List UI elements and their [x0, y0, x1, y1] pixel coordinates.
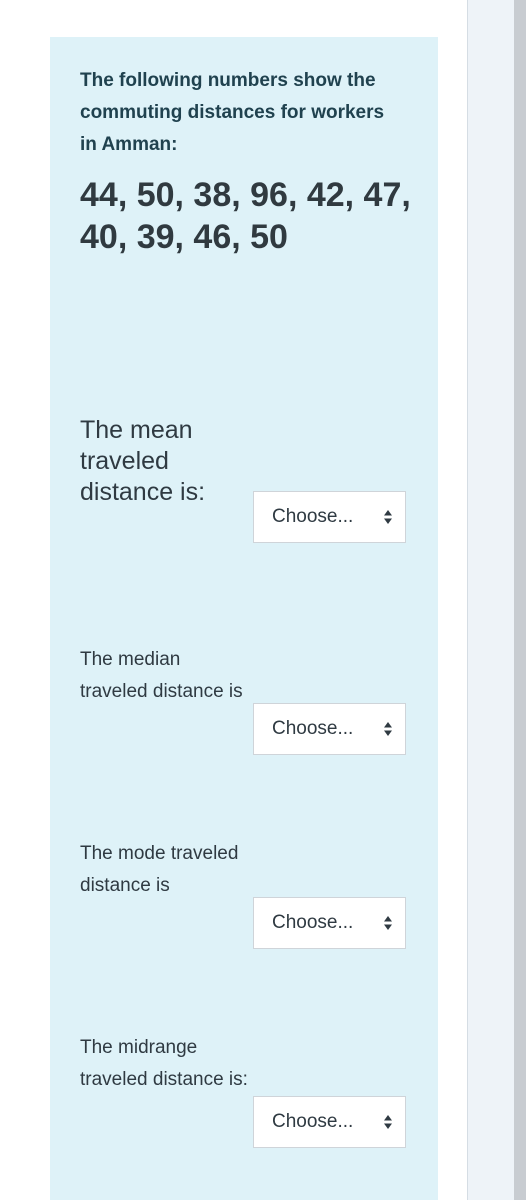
midrange-select-value: Choose... — [272, 1111, 354, 1132]
question-panel — [50, 37, 438, 1200]
midrange-select[interactable] — [253, 1096, 406, 1148]
select-arrows-icon — [383, 1114, 393, 1130]
question-intro: The following numbers show the commuting distances for workers in Amman: — [80, 70, 385, 155]
median-select-value: Choose... — [272, 718, 354, 739]
select-arrows-icon — [383, 915, 393, 931]
select-arrows-icon — [383, 721, 393, 737]
mode-label: The mode traveled distance is — [80, 843, 239, 896]
mean-select[interactable] — [253, 491, 406, 543]
mean-label: The mean traveled distance is: — [80, 416, 206, 506]
select-arrows-icon — [383, 509, 393, 525]
scrollbar-track[interactable] — [514, 0, 526, 1200]
mean-select-value: Choose... — [272, 506, 354, 527]
data-values: 44, 50, 38, 96, 42, 47, 40, 39, 46, 50 — [80, 176, 411, 256]
midrange-label: The midrange traveled distance is: — [80, 1037, 248, 1090]
median-select[interactable] — [253, 703, 406, 755]
median-label: The median traveled distance is — [80, 649, 243, 702]
mode-select-value: Choose... — [272, 912, 354, 933]
mode-select[interactable] — [253, 897, 406, 949]
